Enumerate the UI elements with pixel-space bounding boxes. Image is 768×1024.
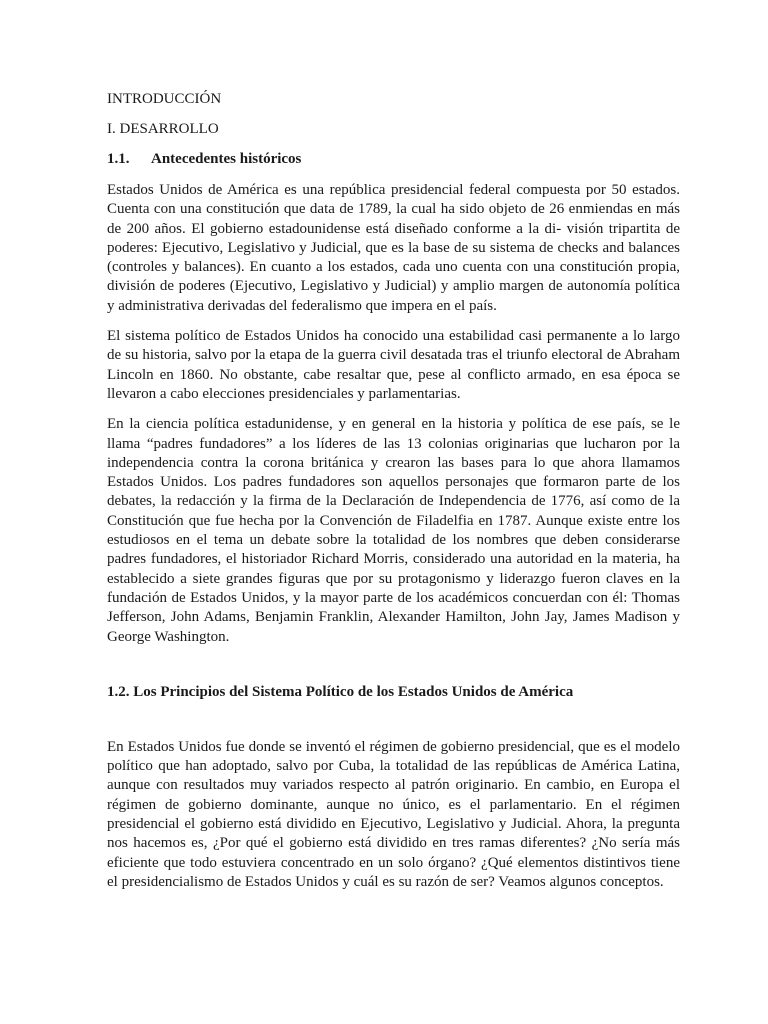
heading-desarrollo: I. DESARROLLO xyxy=(107,121,219,137)
paragraph-4: En Estados Unidos fue donde se inventó el régimen de gobierno presidencial, que es el modelo político que han adoptado, salvo por Cuba, la totalidad de las repúblicas de América Latina, aunque con resultados muy variados respecto al patrón originario. En cambio, en Europa el régimen de gobierno dominante, aunque no único, es el parlamentario. En el régimen presidencial el gobierno está dividido en Ejecutivo, Legislativo y Judicial. Ahora, la pregunta nos hacemos es, ¿Por qué el gobierno está dividido en tres ramas diferentes? ¿No sería más eficiente que todo estuviera concentrado en un solo órgano? ¿Qué elementos distintivos tiene el presidencialismo de Estados Unidos y cuál es su razón de ser? Veamos algunos conceptos. xyxy=(107,738,680,890)
paragraph-1: Estados Unidos de América es una república presidencial federal compuesta por 50 estados. Cuenta con una constitución que data de 1789, la cual ha sido objeto de 26 enmiendas en más de 200 años. El gobierno estadounidense está diseñado conforme a la di- visión tripartita de poderes: Ejecutivo, Legislativo y Judicial, que es la base de su sistema de checks and balances (controles y balances). En cuanto a los estados, cada uno cuenta con una constitución propia, división de poderes (Ejecutivo, Legislativo y Judicial) y amplio margen de autonomía política y administrativa derivadas del federalismo que impera en el país. xyxy=(107,182,680,314)
section-number: 1.1. xyxy=(107,151,130,167)
paragraph-3: En la ciencia política estadunidense, y en general en la historia y política de ese país, se le llama “padres fundadores” a los líderes de las 13 colonias originarias que lucharon por la independencia contra la corona británica y crearon las bases para lo que ahora llamamos Estados Unidos. Los padres fundadores son aquellos personajes que formaron parte de los debates, la redacción y la firma de la Declaración de Independencia de 1776, así como de la Constitución que fue hecha por la Convención de Filadelfia en 1787. Aunque existe entre los estudiosos en el tema un debate sobre la totalidad de los nombres que deben considerarse padres fundadores, el historiador Richard Morris, considerado una autoridad en la materia, ha establecido a siete grandes figuras que por su protagonismo y liderazgo fueron claves en la fundación de Estados Unidos, y la mayor parte de los académicos concuerdan con él: Thomas Jefferson, John Adams, Benjamin Franklin, Alexander Hamilton, John Jay, James Madison y George Washington. xyxy=(107,416,680,645)
section-title: Antecedentes históricos xyxy=(151,151,302,167)
section-heading-antecedentes xyxy=(107,150,680,169)
section-heading-principios: 1.2. Los Principios del Sistema Político de los Estados Unidos de América xyxy=(107,683,574,700)
paragraph-2: El sistema político de Estados Unidos ha conocido una estabilidad casi permanente a lo largo de su historia, salvo por la etapa de la guerra civil desatada tras el triunfo electoral de Abraham Lincoln en 1860. No obstante, cabe resaltar que, pese al conflicto armado, en esa época se llevaron a cabo elecciones presidenciales y parlamentarias. xyxy=(107,328,680,402)
heading-introduccion: INTRODUCCIÓN xyxy=(107,91,222,107)
